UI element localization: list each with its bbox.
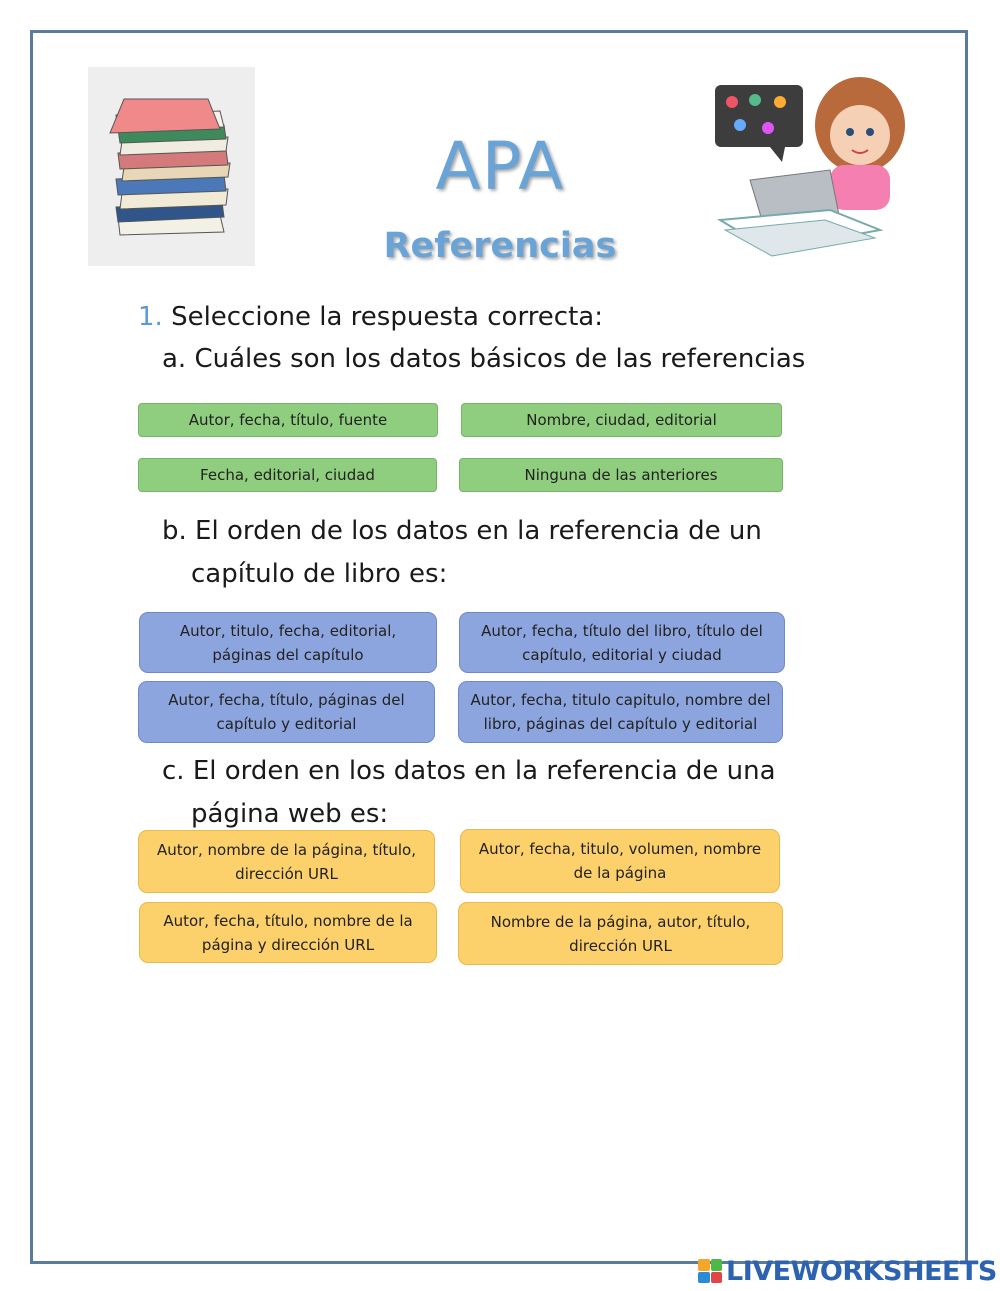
option-c-3[interactable] bbox=[139, 902, 437, 963]
option-c-3-line2: página y dirección URL bbox=[201, 935, 375, 954]
option-c-1-line1: Autor, nombre de la página, título, bbox=[156, 840, 416, 859]
question-a-letter: a. bbox=[162, 344, 187, 374]
option-a-3[interactable]: Fecha, editorial, ciudad bbox=[138, 458, 437, 492]
question-c-text: El orden en los datos en la referencia de una bbox=[192, 756, 776, 786]
question-c-text-continued: página web es: bbox=[191, 799, 389, 829]
liveworksheets-watermark bbox=[698, 1256, 997, 1286]
option-a-1[interactable]: Autor, fecha, título, fuente bbox=[138, 403, 438, 437]
option-c-2[interactable] bbox=[460, 829, 780, 893]
option-a-4[interactable]: Ninguna de las anteriores bbox=[459, 458, 783, 492]
option-b-3[interactable] bbox=[138, 681, 435, 743]
instruction-number: 1. bbox=[138, 302, 163, 332]
option-b-4[interactable] bbox=[458, 681, 783, 743]
question-b-text: El orden de los datos en la referencia de un bbox=[195, 516, 762, 546]
option-b-1-line2: páginas del capítulo bbox=[212, 645, 364, 664]
instruction bbox=[138, 302, 603, 332]
question-c-letter: c. bbox=[162, 756, 185, 786]
option-b-3-line1: Autor, fecha, título, páginas del bbox=[168, 691, 405, 709]
question-b-letter: b. bbox=[162, 516, 187, 546]
question-a bbox=[162, 344, 805, 374]
option-b-4-line1: Autor, fecha, titulo capitulo, nombre del bbox=[470, 691, 771, 709]
option-c-1[interactable] bbox=[138, 830, 435, 893]
liveworksheets-logo-icon bbox=[698, 1259, 722, 1283]
option-b-2[interactable] bbox=[459, 612, 785, 673]
option-a-2[interactable]: Nombre, ciudad, editorial bbox=[461, 403, 782, 437]
option-b-1-line1: Autor, titulo, fecha, editorial, bbox=[179, 621, 397, 640]
option-b-4-line2: libro, páginas del capítulo y editorial bbox=[483, 715, 758, 733]
option-b-3-line2: capítulo y editorial bbox=[216, 715, 357, 733]
option-b-1[interactable] bbox=[139, 612, 437, 673]
option-c-4[interactable] bbox=[458, 902, 783, 965]
option-b-2-line2: capítulo, editorial y ciudad bbox=[522, 645, 722, 664]
page-subtitle: Referencias bbox=[383, 226, 617, 266]
option-c-4-line2: dirección URL bbox=[569, 936, 672, 955]
liveworksheets-wordmark: LIVEWORKSHEETS bbox=[726, 1255, 997, 1287]
option-c-2-line2: de la página bbox=[573, 864, 667, 882]
question-a-text: Cuáles son los datos básicos de las referencias bbox=[194, 344, 806, 374]
option-c-1-line2: dirección URL bbox=[235, 864, 338, 883]
question-b bbox=[162, 516, 762, 546]
option-c-2-line1: Autor, fecha, titulo, volumen, nombre bbox=[478, 840, 762, 858]
question-b-text-continued: capítulo de libro es: bbox=[191, 559, 448, 589]
instruction-text: Seleccione la respuesta correcta: bbox=[171, 302, 603, 332]
page-title: APA bbox=[435, 128, 565, 205]
option-b-2-line1: Autor, fecha, título del libro, título del bbox=[481, 621, 763, 640]
option-c-3-line1: Autor, fecha, título, nombre de la bbox=[163, 911, 413, 930]
question-c bbox=[162, 756, 776, 786]
option-c-4-line1: Nombre de la página, autor, título, bbox=[490, 912, 751, 931]
